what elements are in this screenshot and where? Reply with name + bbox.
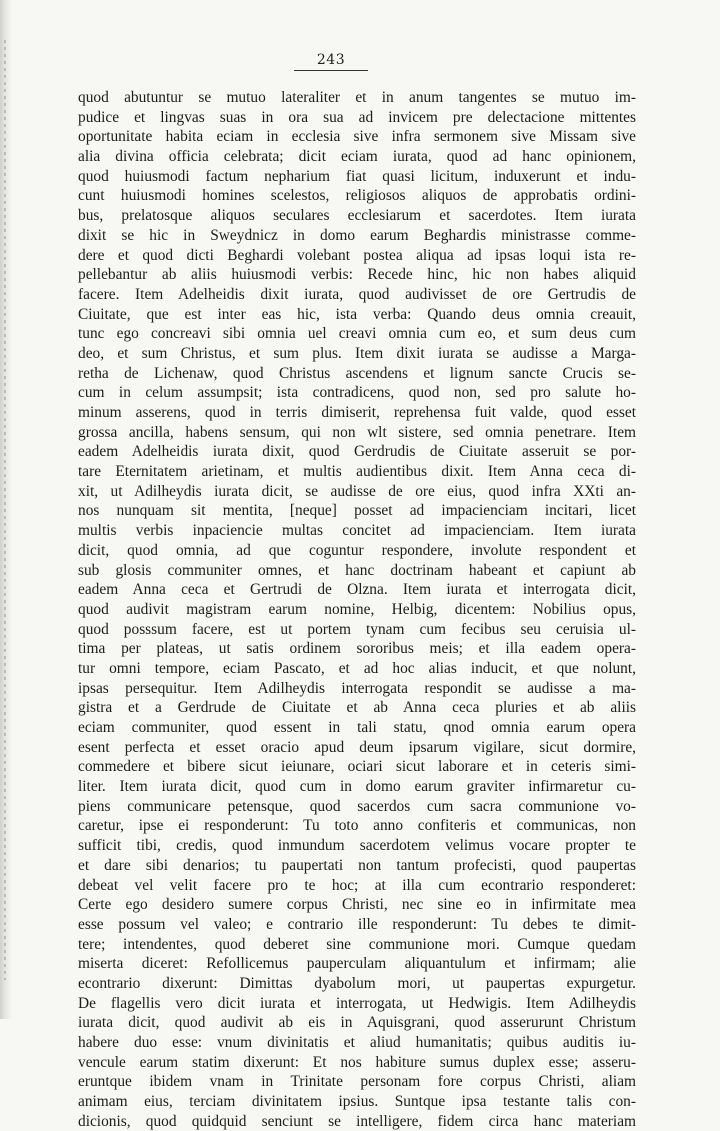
text-line: oportunitate habita eciam in ecclesia sive infra sermonem sive Missam sive <box>78 128 636 146</box>
text-line: iurata dicit, quod audivit ab eis in Aquisgrani, quod asserurunt Christum <box>78 1014 636 1032</box>
text-line: sub glosis communiter omnes, et hanc doctrinam habeant et capiunt ab <box>78 561 636 579</box>
text-line: quod audivit magistram earum nomine, Helbig, dicentem: Nobilius opus, <box>78 600 636 618</box>
text-line: piens communicare petensque, quod sacerdos cum sacra communione vo- <box>78 797 636 815</box>
text-line: eciam communiter, quod essent in tali statu, qnod omnia earum opera <box>78 719 636 736</box>
text-line: dere et quod dicti Beghardi volebant postea aliqua ad ipsas loqui ista re- <box>78 246 636 264</box>
text-line: eruntque ibidem vnam in Trinitate personam fore corpus Christi, aliam <box>78 1073 636 1091</box>
text-line: animam eius, terciam divinitatem ipsius. Suntque ipsa testante talis con- <box>78 1093 636 1111</box>
text-line: tare Eternitatem arietinam, et multis audientibus dixit. Item Anna ceca di- <box>78 463 636 481</box>
text-line: econtrario dixerunt: Dimittas dyabolum mori, ut paupertas expurgetur. <box>78 974 636 992</box>
text-line: alia divina officia celebrata; dicit eciam iurata, quod ad hanc opinionem, <box>78 148 636 166</box>
text-line: retha de Lichenaw, quod Christus ascendens et lignum sancte Crucis se- <box>78 364 636 382</box>
text-line: dicit, quod omnia, ad que coguntur respondere, involute respondent et <box>78 541 636 559</box>
binding-edge-shadow <box>0 0 12 1019</box>
text-line: et dare sibi denarios; tu paupertati non tantum profecisti, quod paupertas <box>78 856 636 874</box>
text-line: cum in celum assumpsit; ista contradicens, quod non, sed pro salute ho- <box>78 384 636 402</box>
text-line: tur omni tempore, eciam Pascato, et ad hoc alias inducit, et que nolunt, <box>78 659 636 677</box>
text-line: ipsas persequitur. Item Adilheydis interrogata respondit se audisse a ma- <box>78 679 636 697</box>
text-line: pellebantur ab aliis huiusmodi verbis: Recede hinc, hic non habes aliquid <box>78 266 636 284</box>
text-line: pudice et lingvas suas in ora sua ad invicem pre delectacione mittentes <box>78 108 636 126</box>
text-line: tere; intendentes, quod deberet sine communione mori. Cumque quedam <box>78 935 636 953</box>
text-line: debeat vel velit facere pro te hoc; at illa cum econtrario responderet: <box>78 876 636 894</box>
text-line: sufficit tibi, credis, quod inmundum sacerdotem velimus vocare propter te <box>78 837 636 855</box>
text-line: liter. Item iurata dicit, quod cum in domo earum graviter infirmaretur cu- <box>78 778 636 796</box>
text-line: deo, et sum Christus, et sum plus. Item dixit iurata se audisse a Marga- <box>78 344 636 362</box>
text-line: habere duo esse: vnum divinitatis et aliud humanitatis; quibus auditis iu- <box>78 1034 636 1051</box>
text-line: vencule earum statim dixerunt: Et nos habiture sumus duplex esse; asseru- <box>78 1053 636 1071</box>
body-text <box>78 88 636 1131</box>
text-line: Ciuitate, que est inter eas hic, ista verba: Quando deus omnia creauit, <box>78 305 636 323</box>
text-line: multis verbis inpacienciе multas concitet ad impacienciam. Item iurata <box>78 522 636 540</box>
text-line: caretur, ipse ei responderunt: Tu toto anno confiteris et communicas, non <box>78 817 636 835</box>
text-line: esent perfecta et esset oracio apud deum ipsarum vigilare, sicut dormire, <box>78 738 636 756</box>
text-line: grossa ancilla, habens sensum, qui non wlt sistere, sed omnia penetrare. Item <box>78 423 636 441</box>
text-line: esse possum vel valeo; e contrario ille responderunt: Tu debes te dimit- <box>78 915 636 933</box>
text-line: facere. Item Adelheidis dixit iurata, quod audivisset de ore Gertrudis de <box>78 285 636 303</box>
binding-edge-marks <box>4 40 6 980</box>
page-number: 243 <box>316 52 346 68</box>
text-line: dixit se hic in Sweydnicz in domo earum Beghardis ministrasse comme- <box>78 226 636 244</box>
text-line: quod abutuntur se mutuo lateraliter et in anum tangentes se mutuo im- <box>78 89 636 106</box>
text-line: quod huiusmodi factum nepharium fiat quasi licitum, induxerunt et indu- <box>78 167 636 185</box>
text-line: eadem Anna ceca et Gertrudi de Olzna. Item iurata et interrogata dicit, <box>78 581 636 599</box>
text-line: bus, prelatosque aliquos seculares ecclesiarum et sacerdotes. Item iurata <box>78 207 636 225</box>
text-line: minum asserens, quod in terris dimiserit, reprehensa fuit valde, quod esset <box>78 404 636 421</box>
text-line: eadem Adelheidis iurata dixit, quod Gerdrudis de Ciuitate asseruit se por- <box>78 443 636 461</box>
text-line: Certe ego desidero sumere corpus Christi, nec sine eo in infirmitate mea <box>78 896 636 914</box>
text-line: tima per plateas, ut satis ordinem sororibus meis; et illa eadem opera- <box>78 640 636 658</box>
text-line: miserta diceret: Refollicemus pauperculam aliquantulum et infirmam; alie <box>78 955 636 973</box>
text-line: nos nunquam sit mentita, [neque] posset ad impacienciam incitari, licet <box>78 502 636 520</box>
text-line: gistra et a Gerdrude de Ciuitate et ab Anna ceca pluries et ab aliis <box>78 699 636 717</box>
text-line: dicionis, quod quidquid senciunt se intelligere, fidem circa hanc materiam <box>78 1112 636 1130</box>
text-line: tunc ego concreavi sibi omnia uel creavi omnia cum eo, et sum deus cum <box>78 325 636 343</box>
text-line: cunt huiusmodi homines scelestos, religiosos aliquos de approbatis ordini- <box>78 187 636 205</box>
text-line: quod posssum facere, est ut portem tynam cum fecibus seu ceruisia ul- <box>78 620 636 638</box>
page-number-rule <box>294 70 368 71</box>
text-line: commedere et bibere sicut ieiunare, ociari sicut laborare et in ceteris simi- <box>78 758 636 776</box>
text-line: xit, ut Adilheydis iurata dicit, se audisse de ore eius, quod infra XXti an- <box>78 482 636 500</box>
text-line: De flagellis vero dicit iurata et interrogata, ut Hedwigis. Item Adilheydis <box>78 994 636 1012</box>
